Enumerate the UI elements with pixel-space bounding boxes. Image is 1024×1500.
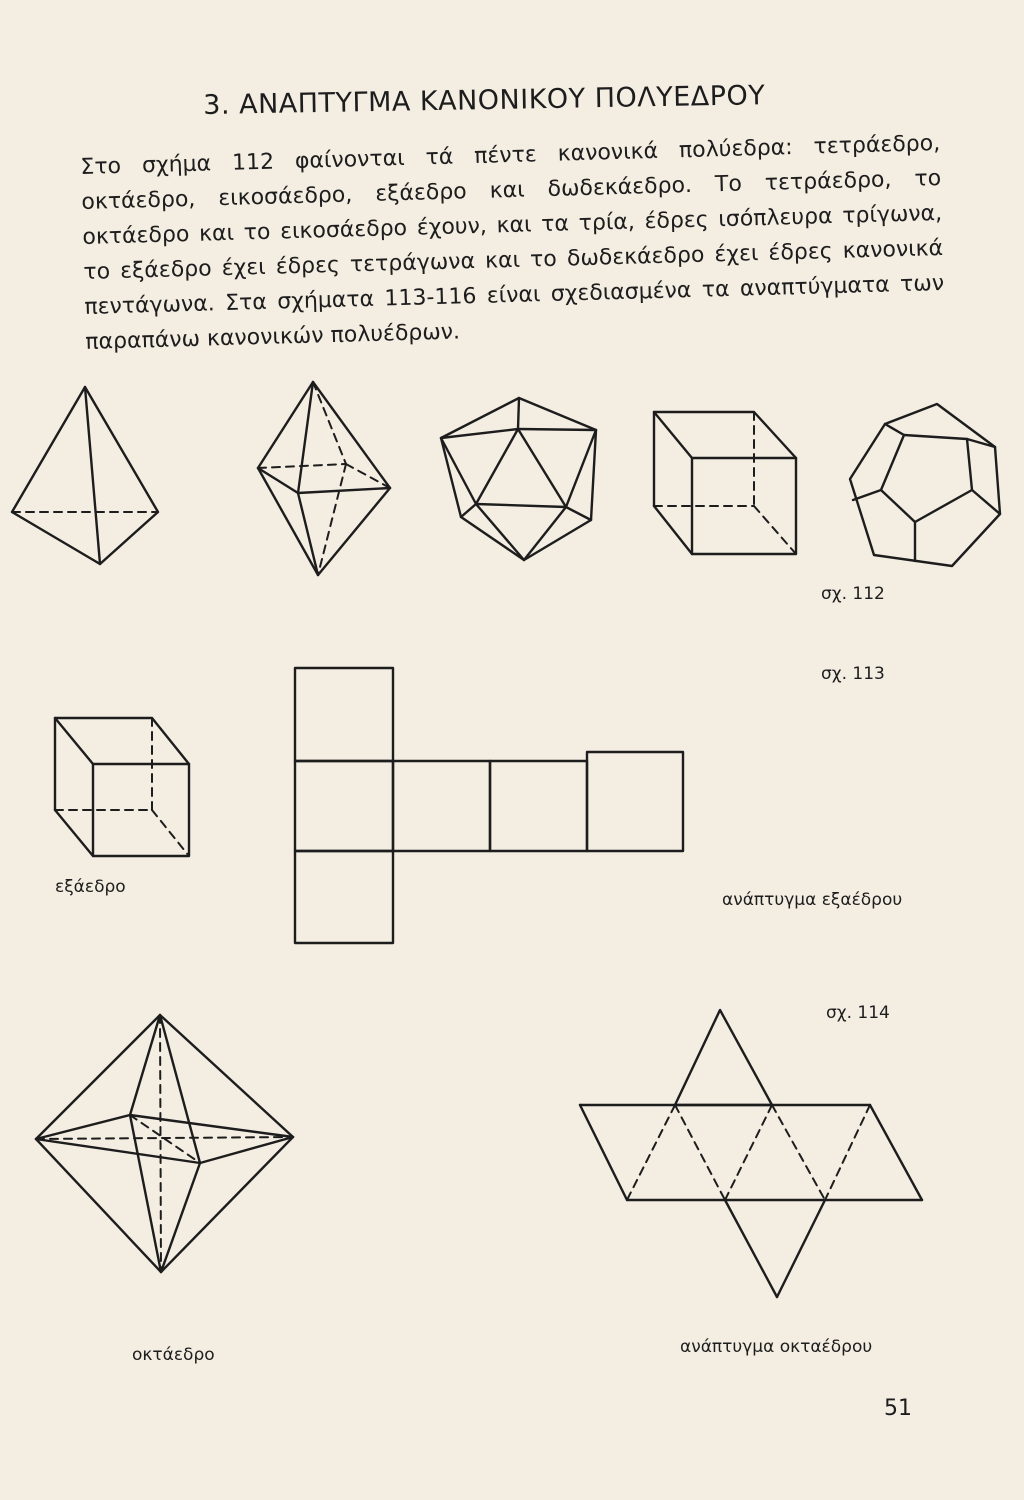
octahedron-large-figure (36, 1015, 293, 1272)
tetrahedron-figure (12, 387, 158, 564)
intro-text: Στο σχήμα 112 φαίνονται τά πέντε κανονικά πολύεδρα: τετράεδρο, οκτάεδρο, εικοσάεδρο, εξάεδρο και δωδεκάεδρο. Το τετράεδρο, το οκτάεδρο και το εικοσάεδρο έχουν, και τα τρία, έδρες ισόπλευρα τρίγωνα, το εξάεδρο έχει έδρες τετράγωνα και το δωδεκάεδρο έχει έδρες κανονικά πεντάγωνα. Στα σχήματα 113-116 είναι σχεδιασμένα τα αναπτύγματα των παραπάνω κανονικών πολυέδρων. (80, 130, 945, 355)
cube-net-figure (295, 668, 683, 943)
octahedron-net-label: ανάπτυγμα οκταέδρου (680, 1337, 873, 1357)
hexahedron-net-label: ανάπτυγμα εξαέδρου (722, 890, 903, 910)
cube-large-figure (55, 718, 189, 856)
icosahedron-figure (441, 398, 596, 560)
cube-small-figure (654, 412, 796, 554)
page-number: 51 (884, 1396, 912, 1421)
octahedron-label: οκτάεδρο (132, 1345, 215, 1365)
figure-113-caption: σχ. 113 (821, 664, 885, 684)
octahedron-small-figure (258, 382, 390, 575)
page-title: 3. ΑΝΑΠΤΥΓΜΑ ΚΑΝΟΝΙΚΟΥ ΠΟΛΥΕΔΡΟΥ (203, 80, 766, 121)
dodecahedron-figure (850, 404, 1000, 566)
hexahedron-label: εξάεδρο (55, 877, 126, 897)
octahedron-net-figure (580, 1010, 922, 1297)
figure-114-caption: σχ. 114 (826, 1003, 890, 1023)
figure-112-caption: σχ. 112 (821, 584, 885, 604)
